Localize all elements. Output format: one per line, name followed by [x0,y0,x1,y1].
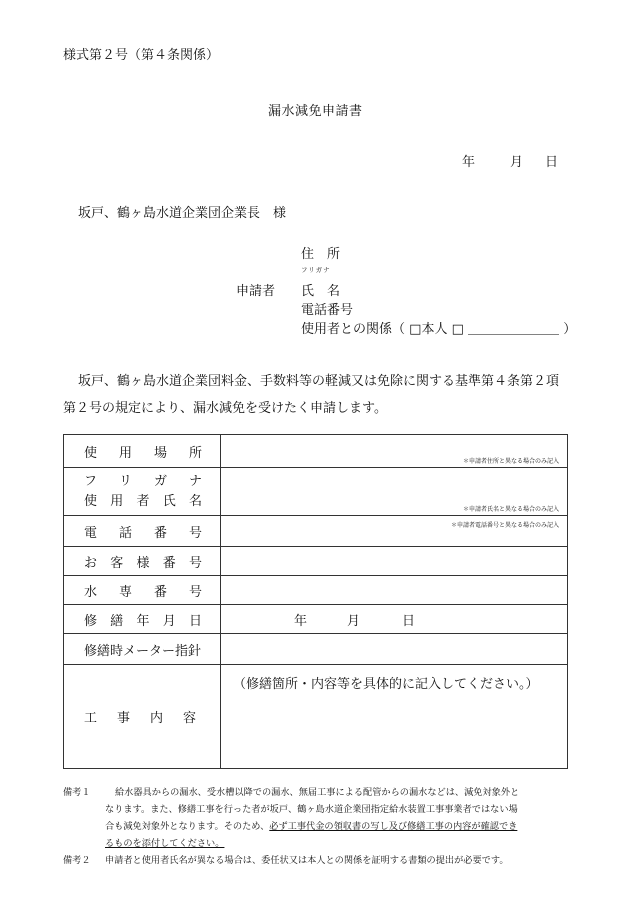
note-1-line-b: なります。また、修繕工事を行った者が坂戸、鶴ヶ島水道企業団指定給水装置工事事業者ではない場 [105,804,518,815]
usage-place-label: 使 用 場 所 [84,445,202,461]
relation-blank[interactable]: ＿＿＿＿＿＿＿ [468,322,560,337]
user-name-field[interactable] [221,468,568,516]
relation-label: 使用者との関係（ [301,322,406,337]
row-phone [64,516,568,547]
applicant-phone-label: 電話番号 [301,303,354,318]
repair-date-label: 修 繕 年 月 日 [84,613,202,629]
meter-no-field[interactable] [221,576,568,605]
meter-no-label: 水 専 番 号 [84,584,202,600]
row-user-name [64,468,568,516]
applicant-address-label: 住 所 [301,247,341,262]
phone-field[interactable] [221,516,568,547]
customer-no-label: お 客 様 番 号 [84,555,202,571]
note-2-tag: 備考２ [63,855,91,866]
note-2-text: 申請者と使用者氏名が異なる場合は、委任状又は本人との関係を証明する書類の提出が必要です。 [105,855,509,866]
usage-place-note: ＊申請者住所と異なる場合のみ記入 [462,458,559,465]
row-usage-place [64,435,568,468]
note-2 [63,852,568,869]
applicant-furigana-label: フリガナ [301,266,331,274]
work-content-hint: （修繕箇所・内容等を具体的に記入してください。） [233,677,539,692]
relation-close: ） [563,322,577,337]
applicant-relation [301,318,576,337]
page-title: 漏水減免申請書 [268,104,363,119]
note-1-line-c: 合も減免対象外となります。そのため、必ず工事代金の領収書の写し及び修繕工事の内容が確認でき [105,821,518,832]
repair-month-label: 月 [347,613,361,629]
date-day-label: 日 [545,155,559,170]
user-name-note: ＊申請者氏名と異なる場合のみ記入 [462,506,559,513]
date-year-label: 年 [462,155,476,170]
note-1 [63,784,568,852]
note-1-line-a: 給水器具からの漏水、受水槽以降での漏水、無届工事による配管からの漏水などは、減免対象外と [115,787,520,798]
meter-reading-field[interactable] [221,634,568,665]
body-text-1: 坂戸、鶴ヶ島水道企業団料金、手数料等の軽減又は免除に関する基準第４条第２項 [78,374,560,389]
repair-day-label: 日 [402,613,416,629]
row-meter-reading [64,634,568,665]
form-number: 様式第２号（第４条関係） [63,48,220,63]
applicant-label: 申請者 [236,284,276,299]
row-customer-no [64,547,568,576]
customer-no-field[interactable] [221,547,568,576]
relation-self-checkbox[interactable]: □本人 [409,322,448,337]
note-1-line-d: るものを添付してください。 [105,838,225,849]
work-content-label: 工 事 内 容 [84,711,196,726]
work-content-field[interactable] [221,665,568,769]
row-work-content [64,665,568,769]
row-repair-date [64,605,568,634]
phone-note: ＊申請者電話番号と異なる場合のみ記入 [450,522,559,529]
note-1-tag: 備考１ [63,787,91,798]
meter-reading-label: 修繕時メーター指針 [84,643,202,659]
user-name-label: 使 用 者 氏 名 [84,493,202,509]
row-meter-no [64,576,568,605]
applicant-name-label: 氏 名 [301,284,341,299]
phone-label: 電 話 番 号 [84,525,202,541]
notes-section [63,784,568,869]
date-month-label: 月 [510,155,524,170]
relation-other-checkbox[interactable]: □ [451,322,464,337]
furigana-label: フ リ ガ ナ [84,473,202,489]
repair-date-field[interactable] [221,605,568,634]
application-table [63,434,568,769]
usage-place-field[interactable] [221,435,568,468]
repair-year-label: 年 [294,613,308,629]
body-text-2: 第２号の規定により、漏水減免を受けたく申請します。 [63,401,387,416]
addressee: 坂戸、鶴ヶ島水道企業団企業長 様 [78,206,287,221]
